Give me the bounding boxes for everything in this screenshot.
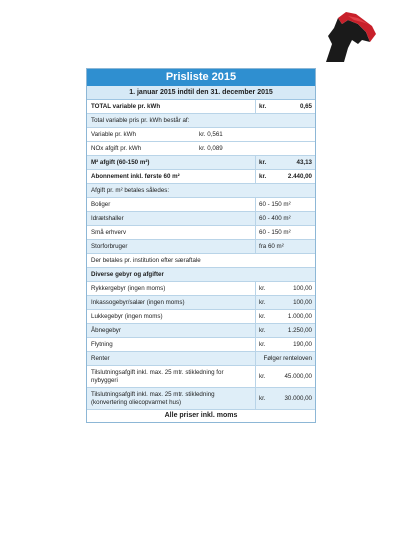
price-row bbox=[87, 156, 315, 170]
row-label: Inkassogebyr/salær (ingen moms) bbox=[91, 299, 185, 306]
row-label: Tilslutningsafgift inkl. max. 25 mtr. stikledning (konvertering oliecopvarmet hus) bbox=[91, 391, 215, 406]
row-value: 43,13 bbox=[296, 159, 312, 166]
row-range: 60 - 400 m² bbox=[255, 212, 315, 225]
row-label: Idrætshaller bbox=[91, 215, 124, 222]
price-rows bbox=[87, 100, 315, 410]
row-label: Afgift pr. m² betales således: bbox=[91, 187, 170, 194]
row-range: Følger renteloven bbox=[255, 352, 315, 365]
row-value: 100,00 bbox=[293, 299, 312, 306]
row-label: Lukkegebyr (ingen moms) bbox=[91, 313, 163, 320]
row-label: TOTAL variable pr. kWh bbox=[91, 103, 161, 110]
row-unit: kr. bbox=[255, 324, 281, 337]
horse-logo-icon bbox=[318, 10, 378, 66]
row-value: 30.000,00 bbox=[284, 394, 312, 402]
row-label: Variable pr. kWh bbox=[91, 131, 136, 138]
row-unit: kr. bbox=[255, 170, 281, 183]
price-list-period: 1. januar 2015 indtil den 31. december 2015 bbox=[87, 86, 315, 100]
row-value: 0,65 bbox=[299, 103, 312, 110]
price-row bbox=[87, 324, 315, 338]
row-label: Flytning bbox=[91, 341, 113, 348]
price-row bbox=[87, 128, 315, 142]
price-row bbox=[87, 212, 315, 226]
price-row bbox=[87, 100, 315, 114]
price-list-table bbox=[86, 68, 316, 423]
price-row bbox=[87, 366, 315, 388]
price-row bbox=[87, 198, 315, 212]
price-row bbox=[87, 296, 315, 310]
row-label: Storforbruger bbox=[91, 243, 128, 250]
price-row bbox=[87, 282, 315, 296]
row-value: 1.000,00 bbox=[287, 313, 312, 320]
row-label: M² afgift (60-150 m²) bbox=[91, 159, 150, 166]
row-range: 60 - 150 m² bbox=[255, 226, 315, 239]
price-row bbox=[87, 254, 315, 268]
price-list-footer: Alle priser inkl. moms bbox=[164, 412, 238, 419]
price-row bbox=[87, 388, 315, 410]
row-label: Der betales pr. institution efter særaftale bbox=[91, 257, 201, 264]
price-row bbox=[87, 240, 315, 254]
row-label: Boliger bbox=[91, 201, 111, 208]
row-unit: kr. bbox=[255, 338, 281, 351]
row-unit: kr. bbox=[255, 100, 281, 113]
row-value: 2.440,00 bbox=[287, 173, 312, 180]
row-label: NOx afgift pr. kWh bbox=[91, 145, 142, 152]
row-label: Total variable pris pr. kWh består af: bbox=[91, 117, 190, 124]
row-label: Renter bbox=[91, 355, 110, 362]
row-range: fra 60 m² bbox=[255, 240, 315, 253]
price-row bbox=[87, 352, 315, 366]
price-row bbox=[87, 142, 315, 156]
price-row bbox=[87, 114, 315, 128]
row-value: 100,00 bbox=[293, 285, 312, 292]
row-unit: kr. bbox=[255, 310, 281, 323]
price-row bbox=[87, 226, 315, 240]
row-value: 45.000,00 bbox=[284, 372, 312, 380]
row-label: Abonnement inkl. første 60 m² bbox=[91, 173, 180, 180]
row-range: 60 - 150 m² bbox=[255, 198, 315, 211]
row-value: 1.250,00 bbox=[287, 327, 312, 334]
row-sub-value: kr. 0,561 bbox=[199, 131, 223, 138]
row-unit: kr. bbox=[255, 366, 281, 387]
price-row bbox=[87, 310, 315, 324]
row-unit: kr. bbox=[255, 156, 281, 169]
price-row bbox=[87, 338, 315, 352]
row-label: Rykkergebyr (ingen moms) bbox=[91, 285, 166, 292]
row-sub-value: kr. 0,089 bbox=[199, 145, 223, 152]
price-row bbox=[87, 170, 315, 184]
price-list-title: Prisliste 2015 bbox=[87, 69, 315, 86]
row-unit: kr. bbox=[255, 282, 281, 295]
row-label: Tilslutningsafgift inkl. max. 25 mtr. stikledning for nybyggeri bbox=[91, 369, 224, 384]
price-row bbox=[87, 184, 315, 198]
row-unit: kr. bbox=[255, 388, 281, 409]
price-row bbox=[87, 268, 315, 282]
row-value: 190,00 bbox=[293, 341, 312, 348]
row-label: Små erhverv bbox=[91, 229, 127, 236]
row-unit: kr. bbox=[255, 296, 281, 309]
row-label: Diverse gebyr og afgifter bbox=[91, 271, 164, 278]
row-label: Åbnegebyr bbox=[91, 327, 121, 334]
